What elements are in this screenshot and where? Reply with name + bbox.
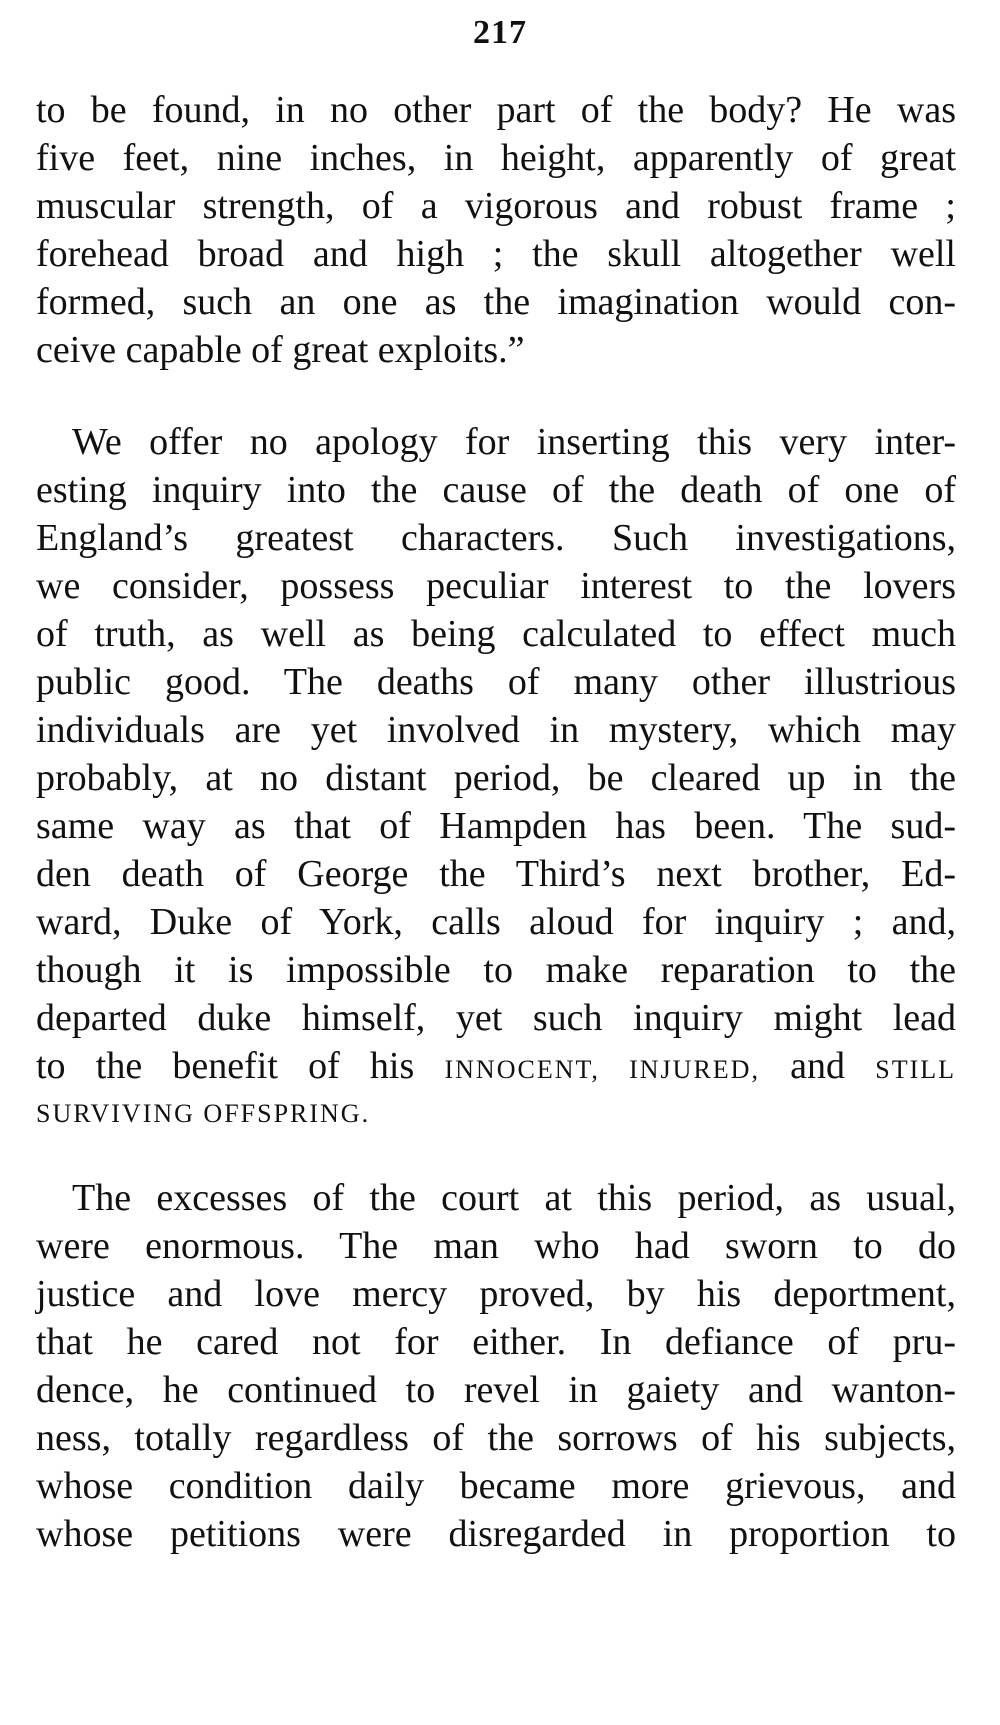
- text-line: muscular strength, of a vigorous and robust frame ;: [36, 185, 956, 227]
- text-line: England’s greatest characters. Such investigations,: [36, 517, 956, 559]
- text-line: ceive capable of great exploits.”: [36, 329, 525, 371]
- text-line: whose petitions were disregarded in proportion to: [36, 1513, 956, 1555]
- text-line: though it is impossible to make reparation to the: [36, 949, 956, 991]
- text-line: public good. The deaths of many other illustrious: [36, 661, 956, 703]
- line-prefix: to the benefit of his: [36, 1045, 415, 1087]
- text-line: The excesses of the court at this period, as usual,: [72, 1177, 956, 1219]
- line-conjunction: and: [790, 1045, 846, 1087]
- text-line-small-caps: [36, 1044, 956, 1092]
- text-line: we consider, possess peculiar interest to the lovers: [36, 565, 956, 607]
- text-line: justice and love mercy proved, by his deportment,: [36, 1273, 956, 1315]
- text-line: whose condition daily became more grievous, and: [36, 1465, 956, 1507]
- text-line: We offer no apology for inserting this very inter-: [72, 421, 956, 463]
- small-caps-word: STILL: [875, 1055, 956, 1084]
- text-line: individuals are yet involved in mystery, which may: [36, 709, 956, 751]
- text-line: esting inquiry into the cause of the death of one of: [36, 469, 956, 511]
- text-line: dence, he continued to revel in gaiety and wanton-: [36, 1369, 956, 1411]
- text-line: departed duke himself, yet such inquiry might lead: [36, 997, 956, 1039]
- text-line: den death of George the Third’s next brother, Ed-: [36, 853, 956, 895]
- text-line: ness, totally regardless of the sorrows of his subjects,: [36, 1417, 956, 1459]
- text-line: ward, Duke of York, calls aloud for inquiry ; and,: [36, 901, 956, 943]
- small-caps-phrase: INNOCENT, INJURED,: [444, 1055, 760, 1084]
- text-line: probably, at no distant period, be cleared up in the: [36, 757, 956, 799]
- text-line: five feet, nine inches, in height, apparently of great: [36, 137, 956, 179]
- small-caps-line: SURVIVING OFFSPRING.: [36, 1099, 371, 1128]
- page-number: 217: [473, 14, 527, 51]
- text-line: formed, such an one as the imagination would con-: [36, 281, 956, 323]
- text-line: were enormous. The man who had sworn to do: [36, 1225, 956, 1267]
- text-line: same way as that of Hampden has been. The sud-: [36, 805, 956, 847]
- text-line: that he cared not for either. In defiance of pru-: [36, 1321, 956, 1363]
- text-line: to be found, in no other part of the body? He was: [36, 89, 956, 131]
- text-line: of truth, as well as being calculated to effect much: [36, 613, 956, 655]
- text-line: forehead broad and high ; the skull altogether well: [36, 233, 956, 275]
